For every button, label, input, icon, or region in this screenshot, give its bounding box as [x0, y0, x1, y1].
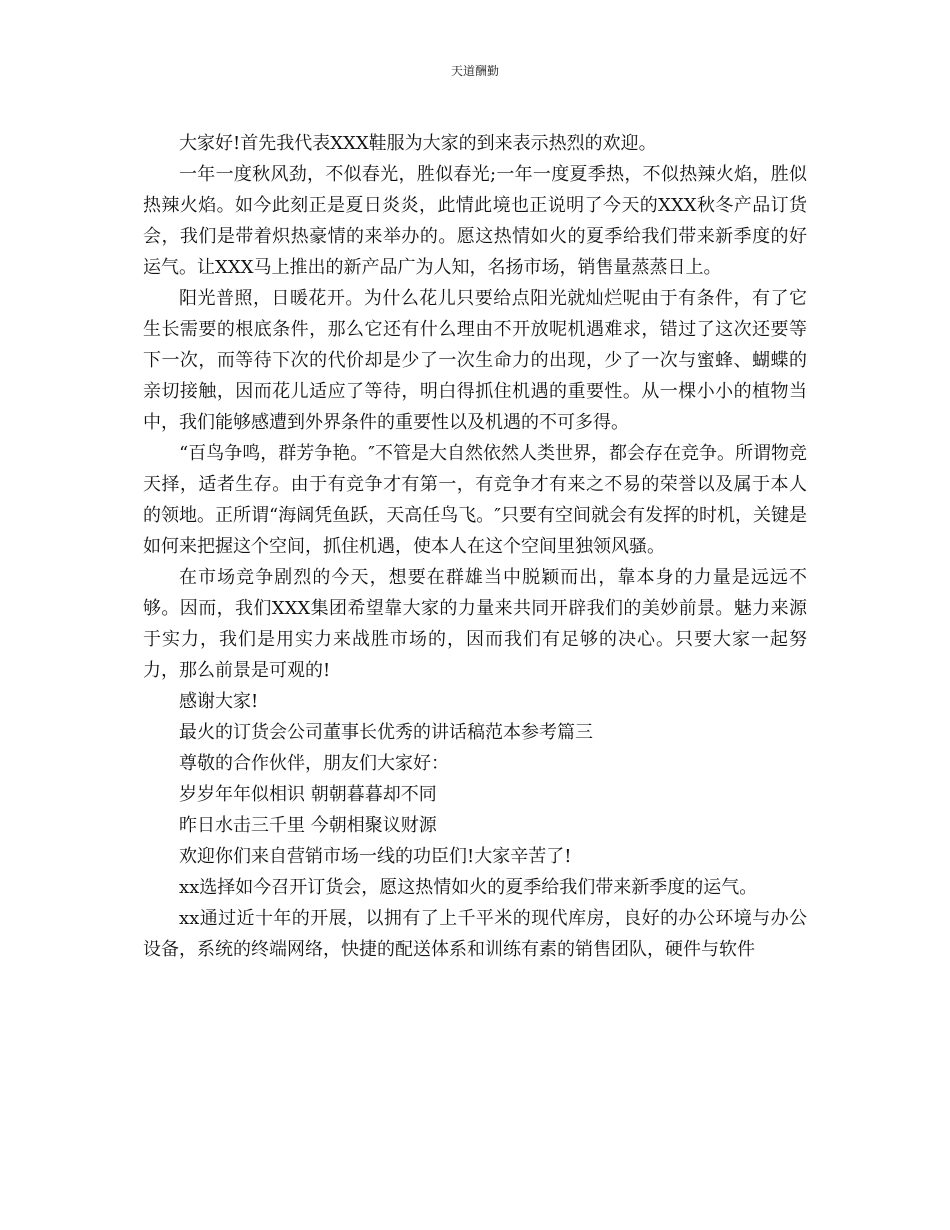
document-body	[143, 128, 807, 965]
paragraph-market: 在市场竞争剧烈的今天，想要在群雄当中脱颖而出，靠本身的力量是远远不够。因而，我们XXX集团希望靠大家的力量来共同开辟我们的美妙前景。魅力来源于实力，我们是用实力来战胜市场的，因而我们有足够的决心。只要大家一起努力，那么前景是可观的!	[143, 567, 807, 681]
paragraph-welcome: 大家好!首先我代表XXX鞋服为大家的到来表示热烈的欢迎。	[179, 133, 657, 154]
paragraph-greeting: 尊敬的合作伙伴，朋友们大家好：	[179, 753, 449, 774]
section-title-part-three: 最火的订货会公司董事长优秀的讲话稿范本参考篇三	[179, 722, 593, 743]
paragraph-sunshine: 阳光普照，日暖花开。为什么花儿只要给点阳光就灿烂呢由于有条件，有了它生长需要的根底条件，那么它还有什么理由不开放呢机遇难求，错过了这次还要等下一次，而等待下次的代价却是少了一次生命力的出现，少了一次与蜜蜂、蝴蝶的亲切接触，因而花儿适应了等待，明白得抓住机遇的重要性。从一棵小小的植物当中，我们能够感遭到外界条件的重要性以及机遇的不可多得。	[143, 288, 807, 433]
verse-line-1: 岁岁年年似相识 朝朝暮暮却不同	[179, 784, 437, 805]
paragraph-order-fair: xx选择如今召开订货会，愿这热情如火的夏季给我们带来新季度的运气。	[179, 877, 758, 898]
paragraph-thanks: 感谢大家!	[179, 691, 259, 712]
paragraph-autumn-wind: 一年一度秋风劲，不似春光，胜似春光;一年一度夏季热，不似热辣火焰，胜似热辣火焰。如今此刻正是夏日炎炎，此情此境也正说明了今天的XXX秋冬产品订货会，我们是带着炽热豪情的来举办的。愿这热情如火的夏季给我们带来新季度的好运气。让XXX马上推出的新产品广为人知，名扬市场，销售量蒸蒸日上。	[143, 164, 807, 278]
paragraph-competition: “百鸟争鸣，群芳争艳。″不管是大自然依然人类世界，都会存在竞争。所谓物竞天择，适者生存。由于有竞争才有第一，有竞争才有来之不易的荣誉以及属于本人的领地。正所谓“海阔凭鱼跃，天高任鸟飞。″只要有空间就会有发挥的时机，关键是如何来把握这个空间，抓住机遇，使本人在这个空间里独领风骚。	[143, 443, 807, 557]
page-header: 天道酬勤	[450, 64, 499, 78]
paragraph-welcome-heroes: 欢迎你们来自营销市场一线的功臣们!大家辛苦了!	[179, 846, 572, 867]
paragraph-development: xx通过近十年的开展，以拥有了上千平米的现代库房，良好的办公环境与办公设备，系统的终端网络，快捷的配送体系和训练有素的销售团队，硬件与软件	[143, 908, 807, 960]
verse-line-2: 昨日水击三千里 今朝相聚议财源	[179, 815, 437, 836]
